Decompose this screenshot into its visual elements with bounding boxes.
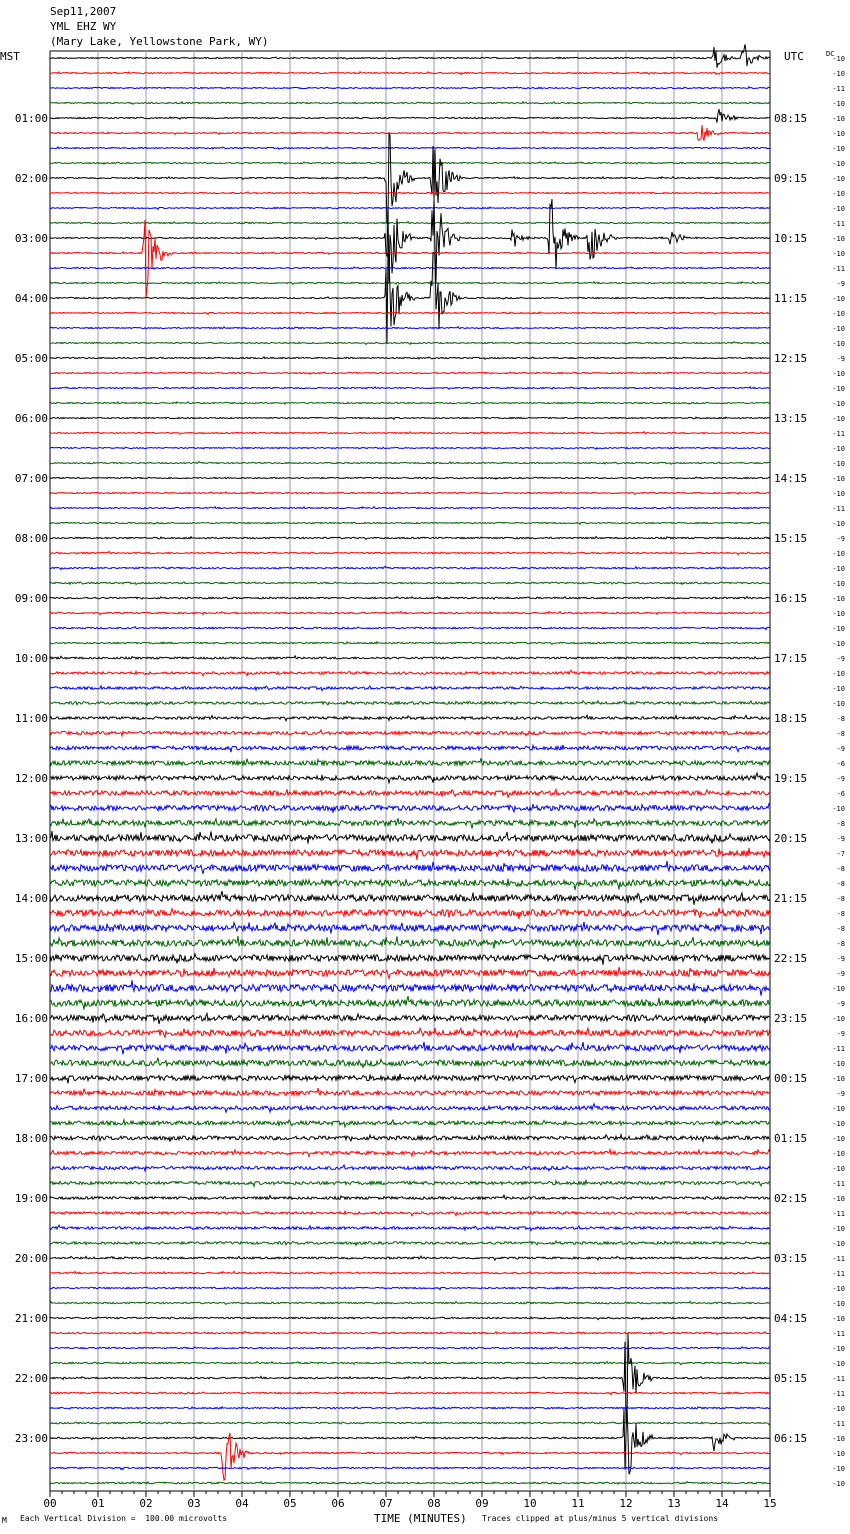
dc-offset-label: -9 bbox=[836, 535, 845, 543]
dc-offset-label: -10 bbox=[832, 310, 845, 318]
left-time-label: 15:00 bbox=[14, 952, 48, 965]
dc-offset-label: -10 bbox=[832, 145, 845, 153]
trace-line bbox=[50, 537, 770, 540]
dc-offset-label: -10 bbox=[832, 1450, 845, 1458]
trace-line bbox=[50, 253, 770, 343]
right-time-label: 09:15 bbox=[774, 172, 808, 185]
dc-offset-label: -8 bbox=[836, 940, 845, 948]
trace-line bbox=[50, 804, 770, 813]
trace-line bbox=[50, 162, 770, 164]
dc-offset-label: -10 bbox=[832, 445, 845, 453]
trace-line bbox=[50, 1256, 770, 1260]
dc-offset-label: -8 bbox=[836, 715, 845, 723]
right-time-label: 14:15 bbox=[774, 472, 808, 485]
trace-line bbox=[50, 789, 770, 798]
dc-offset-label: -10 bbox=[832, 415, 845, 423]
right-time-label: 01:15 bbox=[774, 1132, 808, 1145]
trace-line bbox=[50, 1287, 770, 1290]
trace-line bbox=[50, 1407, 770, 1410]
scale-mark: M bbox=[2, 1516, 7, 1525]
trace-line bbox=[50, 936, 770, 949]
dc-offset-label: -10 bbox=[832, 1480, 845, 1488]
dc-offset-label: -11 bbox=[832, 1420, 845, 1428]
dc-offset-label: -8 bbox=[836, 895, 845, 903]
trace-line bbox=[50, 207, 770, 209]
trace-line bbox=[50, 701, 770, 706]
trace-line bbox=[50, 199, 770, 284]
dc-offset-label: -10 bbox=[832, 1150, 845, 1158]
dc-offset-label: -10 bbox=[832, 1360, 845, 1368]
trace-line bbox=[50, 1135, 770, 1142]
right-time-label: 00:15 bbox=[774, 1072, 808, 1085]
x-tick-label: 06 bbox=[331, 1497, 345, 1510]
dc-offset-label: -9 bbox=[836, 775, 845, 783]
x-tick-label: 12 bbox=[619, 1497, 633, 1510]
left-time-label: 13:00 bbox=[14, 832, 48, 845]
dc-label: DC bbox=[826, 50, 835, 58]
right-time-label: 18:15 bbox=[774, 712, 808, 725]
right-time-label: 12:15 bbox=[774, 352, 808, 365]
dc-offset-label: -10 bbox=[832, 250, 845, 258]
trace-line bbox=[50, 1331, 770, 1334]
trace-line bbox=[50, 715, 770, 721]
dc-offset-label: -11 bbox=[832, 1390, 845, 1398]
trace-line bbox=[50, 1301, 770, 1304]
trace-line bbox=[50, 1421, 770, 1424]
dc-offset-label: -8 bbox=[836, 925, 845, 933]
x-tick-label: 04 bbox=[235, 1497, 249, 1510]
trace-line bbox=[50, 1407, 770, 1474]
dc-offset-label: -10 bbox=[832, 190, 845, 198]
dc-offset-label: -10 bbox=[832, 700, 845, 708]
right-time-label: 15:15 bbox=[774, 532, 808, 545]
right-time-label: 11:15 bbox=[774, 292, 808, 305]
dc-offset-label: -10 bbox=[832, 1165, 845, 1173]
trace-line bbox=[50, 222, 770, 224]
trace-line bbox=[50, 967, 770, 979]
dc-offset-label: -10 bbox=[832, 1300, 845, 1308]
dc-offset-label: -10 bbox=[832, 565, 845, 573]
trace-line bbox=[50, 402, 770, 404]
x-tick-label: 08 bbox=[427, 1497, 441, 1510]
trace-line bbox=[50, 372, 770, 374]
dc-offset-label: -10 bbox=[832, 1405, 845, 1413]
right-time-label: 21:15 bbox=[774, 892, 808, 905]
trace-line bbox=[50, 1014, 770, 1025]
trace-line bbox=[50, 507, 770, 510]
clip-note: Traces clipped at plus/minus 5 vertical divisions bbox=[482, 1514, 719, 1523]
trace-line bbox=[50, 879, 770, 890]
dc-offset-label: -10 bbox=[832, 1120, 845, 1128]
dc-offset-label: -10 bbox=[832, 595, 845, 603]
trace-line bbox=[50, 861, 770, 874]
trace-line bbox=[50, 312, 770, 314]
x-tick-label: 11 bbox=[571, 1497, 585, 1510]
dc-offset-label: -11 bbox=[832, 1330, 845, 1338]
trace-line bbox=[50, 891, 770, 905]
trace-line bbox=[50, 980, 770, 996]
right-time-label: 23:15 bbox=[774, 1012, 808, 1025]
dc-offset-label: -10 bbox=[832, 1435, 845, 1443]
trace-line bbox=[50, 758, 770, 765]
trace-line bbox=[50, 44, 770, 67]
trace-line bbox=[50, 87, 770, 89]
trace-line bbox=[50, 1042, 770, 1055]
dc-offset-label: -10 bbox=[832, 400, 845, 408]
trace-line bbox=[50, 1317, 770, 1320]
dc-offset-label: -8 bbox=[836, 865, 845, 873]
dc-offset-label: -10 bbox=[832, 1240, 845, 1248]
left-time-label: 17:00 bbox=[14, 1072, 48, 1085]
dc-offset-label: -11 bbox=[832, 1255, 845, 1263]
trace-line bbox=[50, 773, 770, 783]
header-location: (Mary Lake, Yellowstone Park, WY) bbox=[50, 35, 269, 48]
trace-line bbox=[50, 147, 770, 149]
dc-offset-label: -10 bbox=[832, 1060, 845, 1068]
x-tick-label: 07 bbox=[379, 1497, 393, 1510]
dc-offset-label: -10 bbox=[832, 1465, 845, 1473]
left-time-label: 23:00 bbox=[14, 1432, 48, 1445]
dc-offset-label: -9 bbox=[836, 1030, 845, 1038]
trace-line bbox=[50, 1333, 770, 1423]
left-time-label: 01:00 bbox=[14, 112, 48, 125]
trace-line bbox=[50, 1165, 770, 1171]
dc-offset-label: -11 bbox=[832, 1045, 845, 1053]
header-station: YML EHZ WY bbox=[50, 20, 117, 33]
left-time-label: 03:00 bbox=[14, 232, 48, 245]
dc-offset-label: -10 bbox=[832, 295, 845, 303]
dc-offset-label: -11 bbox=[832, 430, 845, 438]
trace-line bbox=[50, 387, 770, 390]
trace-line bbox=[50, 1150, 770, 1157]
dc-offset-label: -8 bbox=[836, 910, 845, 918]
left-time-label: 19:00 bbox=[14, 1192, 48, 1205]
trace-line bbox=[50, 1211, 770, 1216]
trace-line bbox=[50, 72, 770, 75]
trace-line bbox=[50, 730, 770, 736]
dc-offset-label: -10 bbox=[832, 1345, 845, 1353]
right-time-label: 19:15 bbox=[774, 772, 808, 785]
dc-offset-label: -9 bbox=[836, 835, 845, 843]
left-time-label: 08:00 bbox=[14, 532, 48, 545]
dc-offset-label: -10 bbox=[832, 490, 845, 498]
dc-offset-label: -9 bbox=[836, 355, 845, 363]
trace-line bbox=[50, 670, 770, 676]
dc-offset-label: -10 bbox=[832, 70, 845, 78]
trace-line bbox=[50, 1225, 770, 1231]
dc-offset-label: -11 bbox=[832, 1375, 845, 1383]
dc-offset-label: -9 bbox=[836, 745, 845, 753]
trace-line bbox=[50, 1027, 770, 1038]
right-time-label: 13:15 bbox=[774, 412, 808, 425]
trace-line bbox=[50, 831, 770, 844]
right-time-label: 06:15 bbox=[774, 1432, 808, 1445]
trace-line bbox=[50, 1104, 770, 1112]
left-time-label: 18:00 bbox=[14, 1132, 48, 1145]
dc-offset-label: -10 bbox=[832, 475, 845, 483]
trace-line bbox=[50, 551, 770, 554]
right-timezone-label: UTC bbox=[784, 50, 804, 63]
dc-offset-label: -11 bbox=[832, 85, 845, 93]
x-tick-label: 05 bbox=[283, 1497, 297, 1510]
x-tick-label: 09 bbox=[475, 1497, 489, 1510]
trace-line bbox=[50, 342, 770, 345]
dc-offset-label: -10 bbox=[832, 385, 845, 393]
trace-line bbox=[50, 954, 770, 965]
dc-offset-label: -10 bbox=[832, 580, 845, 588]
right-time-label: 04:15 bbox=[774, 1312, 808, 1325]
trace-line bbox=[50, 1392, 770, 1395]
x-axis-title: TIME (MINUTES) bbox=[374, 1512, 467, 1525]
dc-offset-label: -8 bbox=[836, 880, 845, 888]
x-tick-label: 10 bbox=[523, 1497, 537, 1510]
trace-line bbox=[50, 1362, 770, 1365]
dc-offset-label: -11 bbox=[832, 220, 845, 228]
dc-offset-label: -10 bbox=[832, 1015, 845, 1023]
dc-offset-label: -10 bbox=[832, 1195, 845, 1203]
left-time-label: 04:00 bbox=[14, 292, 48, 305]
trace-line bbox=[50, 642, 770, 645]
dc-offset-label: -9 bbox=[836, 970, 845, 978]
x-tick-label: 13 bbox=[667, 1497, 681, 1510]
left-time-label: 02:00 bbox=[14, 172, 48, 185]
dc-offset-label: -6 bbox=[836, 760, 845, 768]
header-date: Sep11,2007 bbox=[50, 5, 117, 18]
trace-line bbox=[50, 818, 770, 829]
vertical-division-note: Each Vertical Division = 100.00 microvolts bbox=[20, 1514, 228, 1523]
dc-offset-label: -10 bbox=[832, 1285, 845, 1293]
x-tick-label: 02 bbox=[139, 1497, 153, 1510]
trace-line bbox=[50, 447, 770, 449]
dc-offset-label: -9 bbox=[836, 955, 845, 963]
right-time-label: 16:15 bbox=[774, 592, 808, 605]
x-tick-label: 14 bbox=[715, 1497, 729, 1510]
trace-line bbox=[50, 327, 770, 329]
trace-line bbox=[50, 477, 770, 479]
dc-offset-label: -11 bbox=[832, 1210, 845, 1218]
trace-line bbox=[50, 848, 770, 860]
dc-offset-label: -10 bbox=[832, 985, 845, 993]
dc-offset-label: -10 bbox=[832, 670, 845, 678]
left-time-label: 11:00 bbox=[14, 712, 48, 725]
trace-line bbox=[50, 1241, 770, 1245]
x-tick-label: 00 bbox=[43, 1497, 57, 1510]
dc-offset-label: -11 bbox=[832, 505, 845, 513]
right-time-label: 02:15 bbox=[774, 1192, 808, 1205]
trace-line bbox=[50, 522, 770, 524]
dc-offset-label: -10 bbox=[832, 1315, 845, 1323]
plot-frame bbox=[50, 51, 770, 1491]
left-time-label: 05:00 bbox=[14, 352, 48, 365]
dc-offset-label: -7 bbox=[836, 850, 845, 858]
dc-offset-label: -10 bbox=[832, 175, 845, 183]
dc-offset-label: -10 bbox=[832, 130, 845, 138]
trace-line bbox=[50, 267, 770, 269]
trace-line bbox=[50, 417, 770, 419]
trace-line bbox=[50, 1058, 770, 1068]
trace-line bbox=[50, 1467, 770, 1470]
dc-offset-label: -10 bbox=[832, 325, 845, 333]
dc-offset-label: -10 bbox=[832, 115, 845, 123]
dc-offset-label: -10 bbox=[832, 1075, 845, 1083]
dc-offset-label: -10 bbox=[832, 625, 845, 633]
right-time-label: 22:15 bbox=[774, 952, 808, 965]
dc-offset-label: -11 bbox=[832, 1270, 845, 1278]
right-time-label: 03:15 bbox=[774, 1252, 808, 1265]
x-tick-label: 01 bbox=[91, 1497, 105, 1510]
dc-offset-label: -10 bbox=[832, 550, 845, 558]
dc-offset-label: -11 bbox=[832, 1180, 845, 1188]
dc-offset-label: -10 bbox=[832, 55, 845, 63]
right-time-label: 20:15 bbox=[774, 832, 808, 845]
trace-line bbox=[50, 102, 770, 105]
dc-offset-label: -10 bbox=[832, 370, 845, 378]
trace-line bbox=[50, 357, 770, 359]
trace-line bbox=[50, 1088, 770, 1095]
dc-offset-label: -8 bbox=[836, 730, 845, 738]
left-time-label: 09:00 bbox=[14, 592, 48, 605]
trace-line bbox=[50, 627, 770, 630]
trace-line bbox=[50, 1195, 770, 1199]
trace-line bbox=[50, 611, 770, 614]
dc-offset-label: -8 bbox=[836, 820, 845, 828]
left-time-label: 20:00 bbox=[14, 1252, 48, 1265]
trace-line bbox=[50, 1347, 770, 1350]
trace-line bbox=[50, 566, 770, 569]
right-time-label: 08:15 bbox=[774, 112, 808, 125]
trace-line bbox=[50, 1120, 770, 1127]
trace-line bbox=[50, 282, 770, 285]
trace-line bbox=[50, 1180, 770, 1186]
trace-line bbox=[50, 192, 770, 194]
right-time-label: 05:15 bbox=[774, 1372, 808, 1385]
trace-line bbox=[50, 432, 770, 435]
left-time-label: 14:00 bbox=[14, 892, 48, 905]
trace-line bbox=[50, 1433, 770, 1480]
trace-line bbox=[50, 597, 770, 600]
left-time-label: 06:00 bbox=[14, 412, 48, 425]
dc-offset-label: -10 bbox=[832, 610, 845, 618]
dc-offset-label: -10 bbox=[832, 640, 845, 648]
left-timezone-label: MST bbox=[0, 50, 20, 63]
dc-offset-label: -9 bbox=[836, 655, 845, 663]
trace-line bbox=[50, 492, 770, 495]
trace-line bbox=[50, 686, 770, 691]
dc-offset-label: -11 bbox=[832, 265, 845, 273]
trace-line bbox=[50, 462, 770, 465]
dc-offset-label: -10 bbox=[832, 1105, 845, 1113]
dc-offset-label: -9 bbox=[836, 1000, 845, 1008]
x-tick-label: 15 bbox=[763, 1497, 777, 1510]
dc-offset-label: -10 bbox=[832, 235, 845, 243]
dc-offset-label: -10 bbox=[832, 160, 845, 168]
trace-line bbox=[50, 656, 770, 659]
left-time-label: 12:00 bbox=[14, 772, 48, 785]
dc-offset-label: -10 bbox=[832, 1135, 845, 1143]
trace-line bbox=[50, 1271, 770, 1274]
trace-line bbox=[50, 582, 770, 585]
dc-offset-label: -10 bbox=[832, 685, 845, 693]
trace-line bbox=[50, 996, 770, 1010]
trace-line bbox=[50, 908, 770, 919]
trace-line bbox=[50, 109, 770, 123]
trace-line bbox=[50, 922, 770, 935]
trace-line bbox=[50, 1482, 770, 1485]
x-tick-label: 03 bbox=[187, 1497, 201, 1510]
trace-line bbox=[50, 125, 770, 141]
dc-offset-label: -10 bbox=[832, 340, 845, 348]
dc-offset-label: -10 bbox=[832, 805, 845, 813]
left-time-label: 10:00 bbox=[14, 652, 48, 665]
trace-line bbox=[50, 1074, 770, 1084]
dc-offset-label: -10 bbox=[832, 205, 845, 213]
dc-offset-label: -10 bbox=[832, 460, 845, 468]
dc-offset-label: -9 bbox=[836, 280, 845, 288]
dc-offset-label: -6 bbox=[836, 790, 845, 798]
dc-offset-label: -10 bbox=[832, 520, 845, 528]
right-time-label: 10:15 bbox=[774, 232, 808, 245]
left-time-label: 22:00 bbox=[14, 1372, 48, 1385]
left-time-label: 07:00 bbox=[14, 472, 48, 485]
trace-line bbox=[50, 745, 770, 752]
dc-offset-label: -10 bbox=[832, 1225, 845, 1233]
dc-offset-label: -10 bbox=[832, 100, 845, 108]
left-time-label: 21:00 bbox=[14, 1312, 48, 1325]
left-time-label: 16:00 bbox=[14, 1012, 48, 1025]
right-time-label: 17:15 bbox=[774, 652, 808, 665]
dc-offset-label: -9 bbox=[836, 1090, 845, 1098]
trace-line bbox=[50, 220, 770, 298]
